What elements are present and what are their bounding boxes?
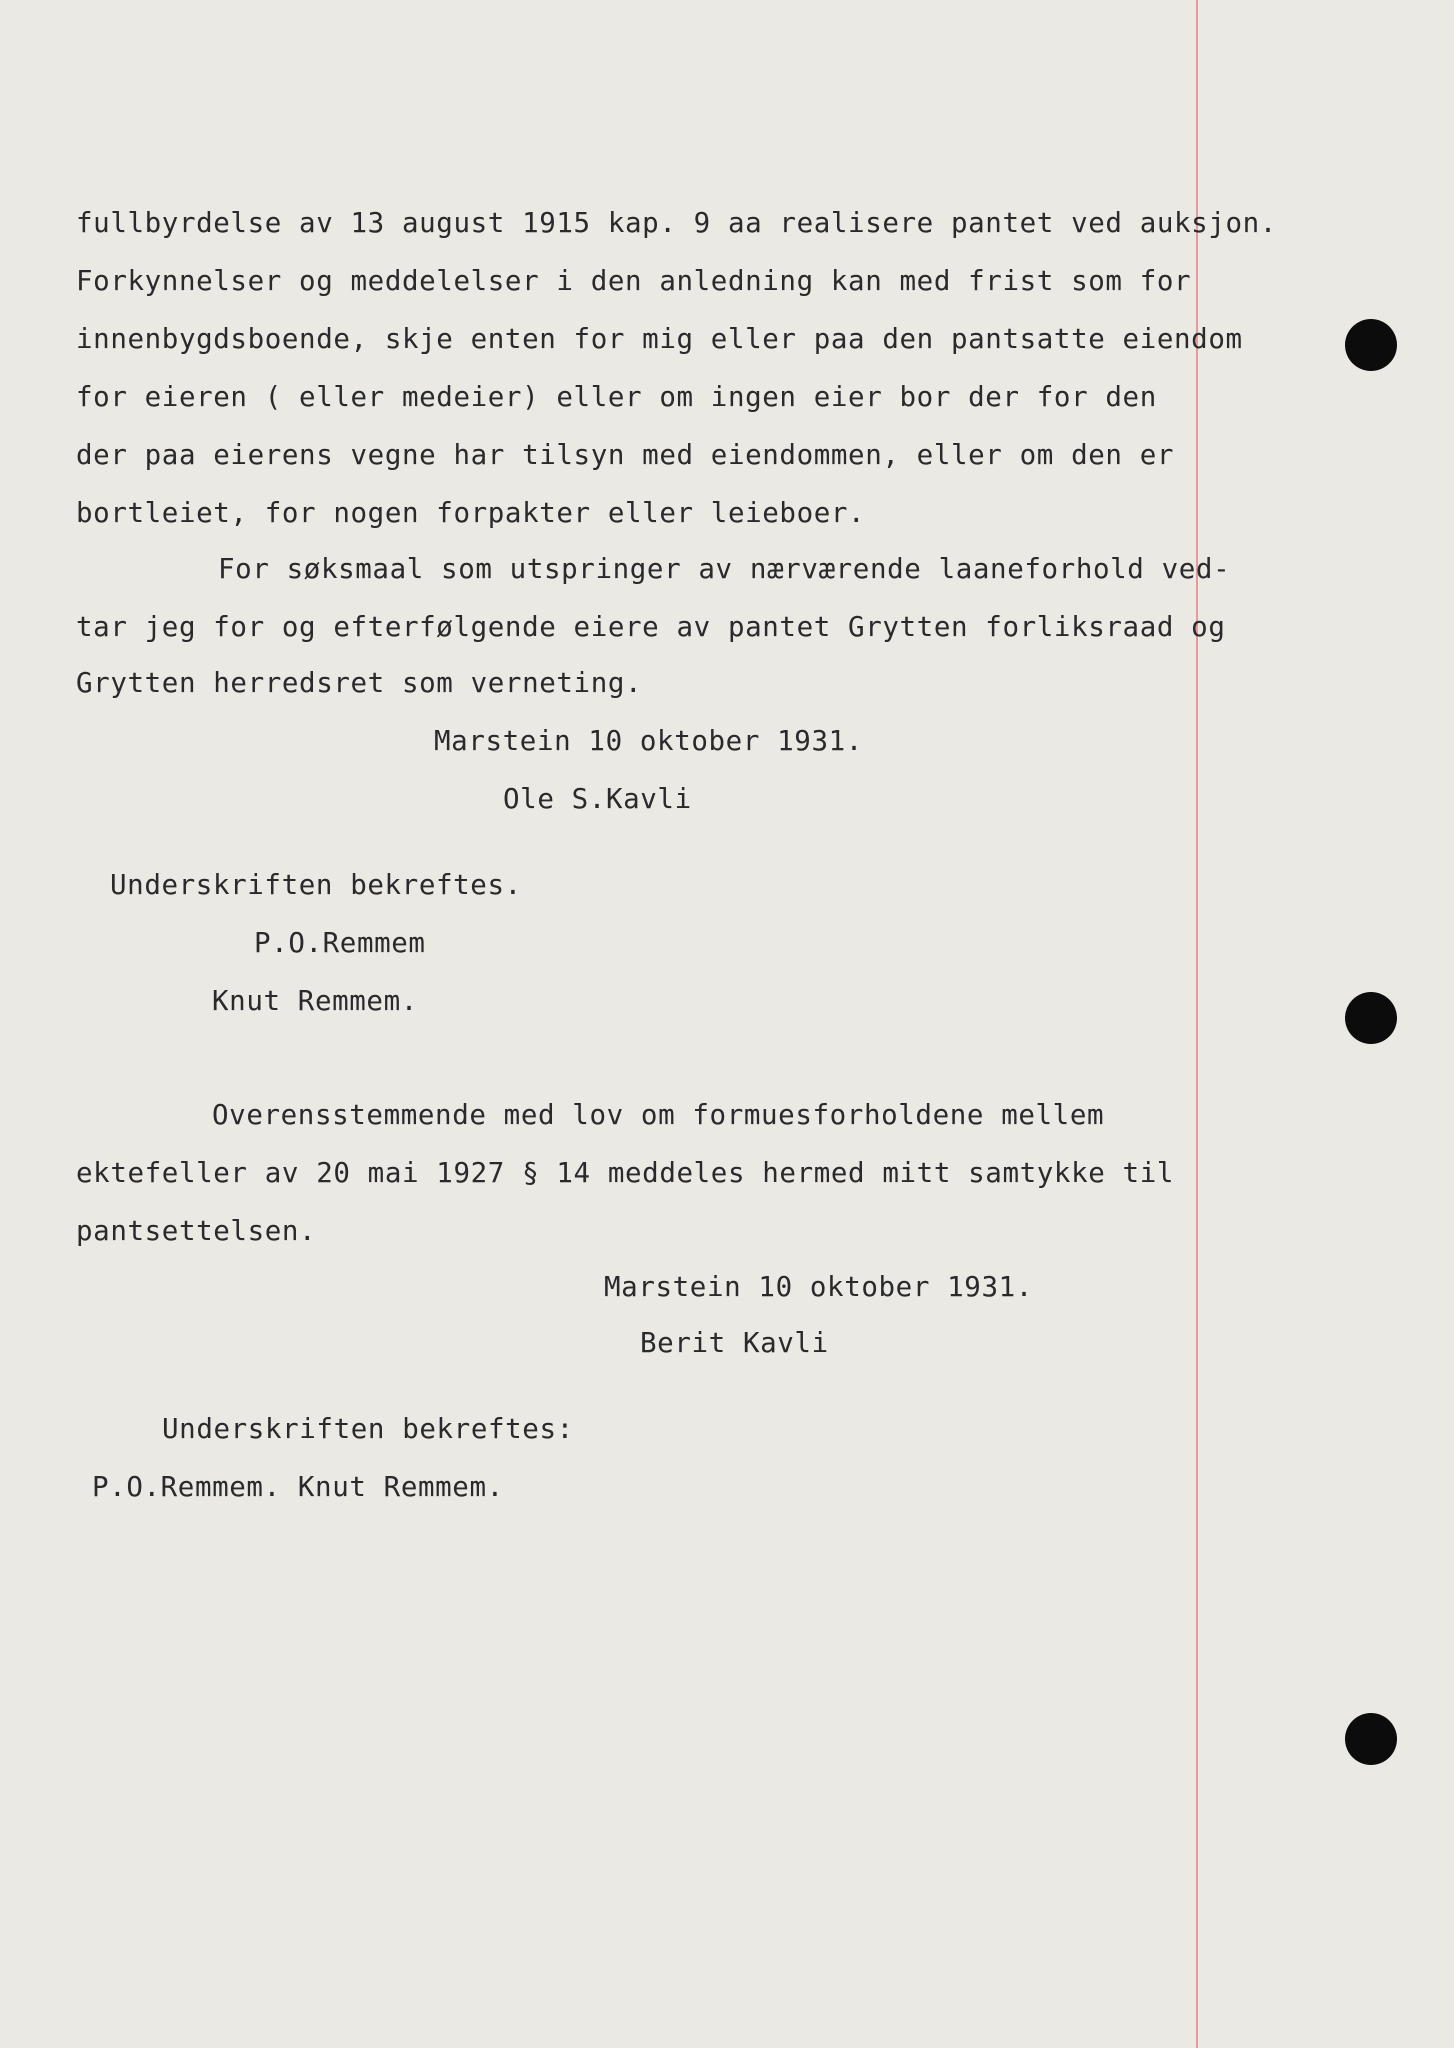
red-margin-line <box>1196 0 1198 2048</box>
confirmation-heading-1: Underskriften bekreftes. <box>110 869 522 901</box>
punch-hole-top <box>1345 319 1397 371</box>
text-line-consent-1: Overensstemmende med lov om formuesforholdene mellem <box>212 1099 1105 1131</box>
punch-hole-middle <box>1345 992 1397 1044</box>
text-line-1: fullbyrdelse av 13 august 1915 kap. 9 aa realisere pantet ved auksjon. <box>76 207 1277 239</box>
place-date-2: Marstein 10 oktober 1931. <box>604 1271 1033 1303</box>
confirmation-heading-2: Underskriften bekreftes: <box>162 1413 574 1445</box>
text-line-consent-3: pantsettelsen. <box>76 1215 317 1247</box>
text-line-7: For søksmaal som utspringer av nærværende laaneforhold ved- <box>218 553 1231 585</box>
witnesses-line: P.O.Remmem. Knut Remmem. <box>92 1471 504 1503</box>
text-line-9: Grytten herredsret som verneting. <box>76 667 643 699</box>
text-line-2: Forkynnelser og meddelelser i den anledning kan med frist som for <box>76 265 1192 297</box>
signature-ole-kavli: Ole S.Kavli <box>503 783 692 815</box>
text-line-8: tar jeg for og efterfølgende eiere av pantet Grytten forliksraad og <box>76 611 1226 643</box>
place-date-1: Marstein 10 oktober 1931. <box>434 725 863 757</box>
text-line-3: innenbygdsboende, skje enten for mig eller paa den pantsatte eiendom <box>76 323 1243 355</box>
text-line-consent-2: ektefeller av 20 mai 1927 § 14 meddeles hermed mitt samtykke til <box>76 1157 1175 1189</box>
witness-knut-remmem: Knut Remmem. <box>212 985 418 1017</box>
witness-po-remmem: P.O.Remmem <box>254 927 426 959</box>
punch-hole-bottom <box>1345 1713 1397 1765</box>
text-line-4: for eieren ( eller medeier) eller om ingen eier bor der for den <box>76 381 1157 413</box>
signature-berit-kavli: Berit Kavli <box>640 1327 829 1359</box>
text-line-5: der paa eierens vegne har tilsyn med eiendommen, eller om den er <box>76 439 1175 471</box>
text-line-6: bortleiet, for nogen forpakter eller leieboer. <box>76 497 866 529</box>
